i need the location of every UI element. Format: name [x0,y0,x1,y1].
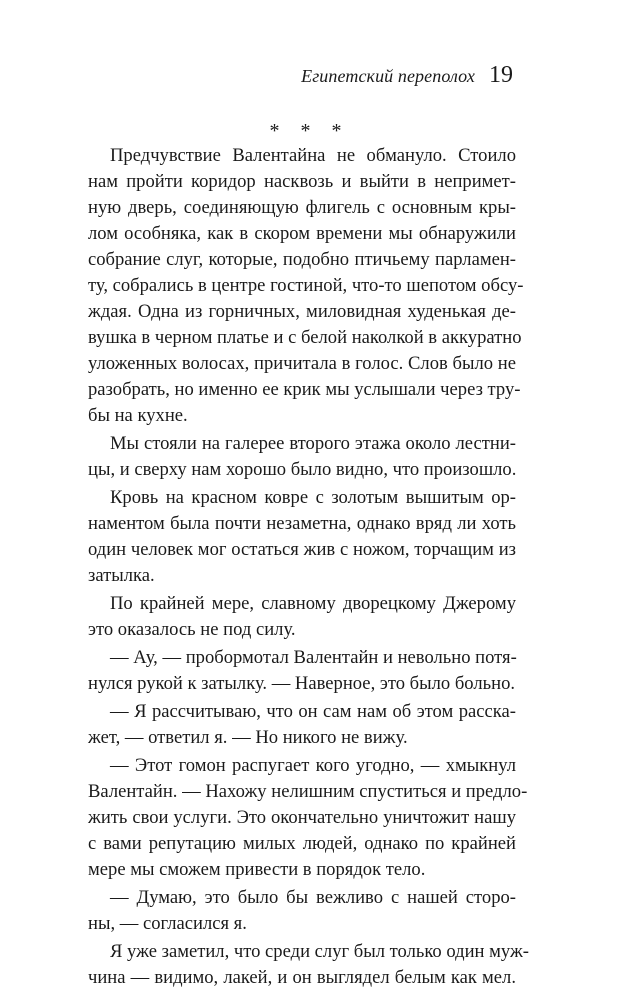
text-line: ную дверь, соединяющую флигель с основным кры- [88,197,516,218]
text-line: собрание слуг, которые, подобно птичьему парламен- [88,249,516,270]
text-line: это оказалось не под силу. [88,619,296,640]
paragraph [88,939,530,991]
text-line: разобрать, но именно ее крик мы услышали через тру- [88,379,521,400]
text-line: Предчувствие Валентайна не обмануло. Стоило [110,145,516,166]
text-line: Кровь на красном ковре с золотым вышитым ор- [110,487,516,508]
paragraph [88,753,528,883]
text-line: мере мы сможем привести в порядок тело. [88,859,426,880]
text-line: с вами репутацию милых людей, однако по крайней [88,833,516,854]
text-line: — Думаю, это было бы вежливо с нашей сторо- [110,887,516,908]
text-line: чина — видимо, лакей, и он выглядел белым как мел. [88,967,516,988]
text-line: Я уже заметил, что среди слуг был только один муж- [110,941,530,962]
text-line: ны, — согласился я. [88,913,247,934]
text-line: цы, и сверху нам хорошо было видно, что произошло. [88,459,517,480]
paragraph [88,645,516,697]
text-line: — Этот гомон распугает кого угодно, — хмыкнул [110,755,516,776]
paragraph [88,699,516,751]
page-number: 19 [489,62,513,88]
paragraph [88,431,516,483]
text-line: наментом была почти незаметна, однако вряд ли хоть [88,513,516,534]
paragraph [88,143,524,429]
text-line: ту, собрались в центре гостиной, что-то шепотом обсу- [88,275,524,296]
text-line: затылка. [88,565,155,586]
text-line: лом особняка, как в скором времени мы обнаружили [88,223,516,244]
section-separator: * * * [269,120,350,142]
page-header [301,62,513,89]
text-line: нам пройти коридор насквозь и выйти в непримет- [88,171,516,192]
text-line: бы на кухне. [88,405,188,426]
text-line: — Ау, — пробормотал Валентайн и невольно потя- [110,647,517,668]
text-line: вушка в черном платье и с белой наколкой в аккуратно [88,327,522,348]
text-line: Валентайн. — Нахожу нелишним спуститься и предло- [88,781,528,802]
text-line: Мы стояли на галерее второго этажа около лестни- [110,433,516,454]
text-line: — Я рассчитываю, что он сам нам об этом расска- [110,701,516,722]
body-text [88,143,530,993]
running-title: Египетский переполох [301,66,475,86]
text-line: жет, — ответил я. — Но никого не вижу. [88,727,408,748]
text-line: нулся рукой к затылку. — Наверное, это было больно. [88,673,516,694]
text-line: ждая. Одна из горничных, миловидная худенькая де- [88,301,516,322]
paragraph [88,591,516,643]
paragraph [88,885,516,937]
text-line: жить свои услуги. Это окончательно уничтожит нашу [88,807,516,828]
text-line: один человек мог остаться жив с ножом, торчащим из [88,539,516,560]
paragraph [88,485,516,589]
text-line: уложенных волосах, причитала в голос. Слов было не [88,353,516,374]
text-line: По крайней мере, славному дворецкому Джерому [110,593,516,614]
